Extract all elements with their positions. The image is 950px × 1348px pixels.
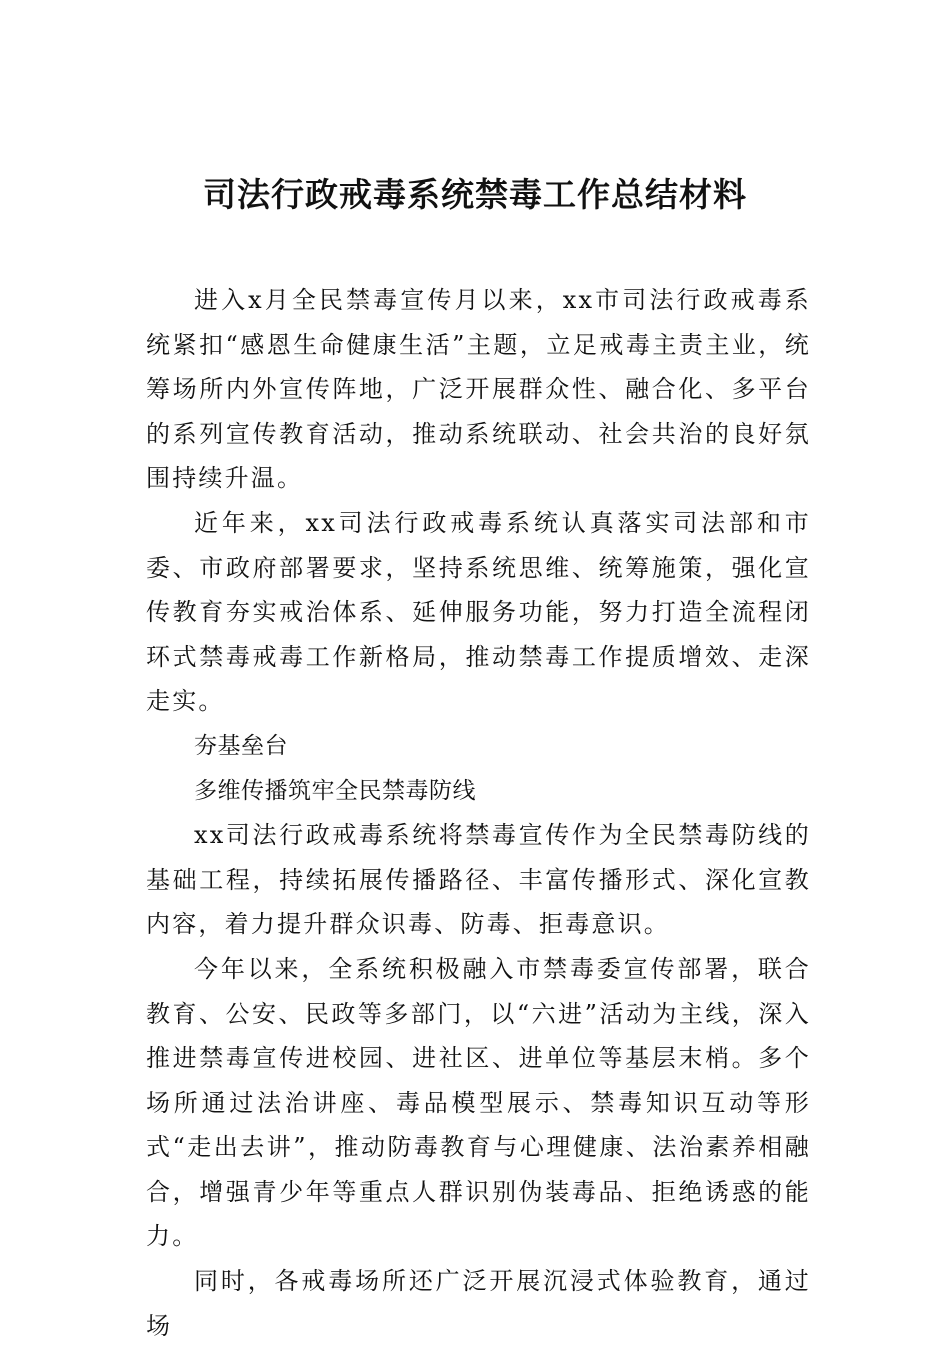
paragraph-immersive: 同时，各戒毒场所还广泛开展沉浸式体验教育，通过场 bbox=[146, 1267, 811, 1340]
paragraph-this-year: 今年以来，全系统积极融入市禁毒委宣传部署，联合教育、公安、民政等多部门，以“六进”活动为主线，深入推进禁毒宣传进校园、进社区、进单位等基层末梢。多个场所通过法治讲座、毒品模型展示、禁毒知识互动等形式“走出去讲”，推动防毒教育与心理健康、法治素养相融合，增强青少年等重点人群识别伪装毒品、拒绝诱惑的能力。 bbox=[146, 954, 811, 1251]
paragraph-intro: 进入x月全民禁毒宣传月以来，xx市司法行政戒毒系统紧扣“感恩生命健康生活”主题，立足戒毒主责主业，统筹场所内外宣传阵地，广泛开展群众性、融合化、多平台的系列宣传教育活动，推动系统联动、社会共治的良好氛围持续升温。 bbox=[146, 286, 811, 493]
section-subheading: 多维传播筑牢全民禁毒防线 bbox=[194, 777, 476, 804]
paragraph-foundation: xx司法行政戒毒系统将禁毒宣传作为全民禁毒防线的基础工程，持续拓展传播路径、丰富传播形式、深化宣教内容，着力提升群众识毒、防毒、拒毒意识。 bbox=[146, 821, 811, 939]
section-heading: 夯基垒台 bbox=[194, 732, 288, 759]
paragraph-overview: 近年来，xx司法行政戒毒系统认真落实司法部和市委、市政府部署要求，坚持系统思维、统筹施策，强化宣传教育夯实戒治体系、延伸服务功能，努力打造全流程闭环式禁毒戒毒工作新格局，推动禁毒工作提质增效、走深走实。 bbox=[146, 508, 811, 716]
document-body bbox=[146, 278, 811, 1348]
document-title: 司法行政戒毒系统禁毒工作总结材料 bbox=[203, 175, 747, 214]
